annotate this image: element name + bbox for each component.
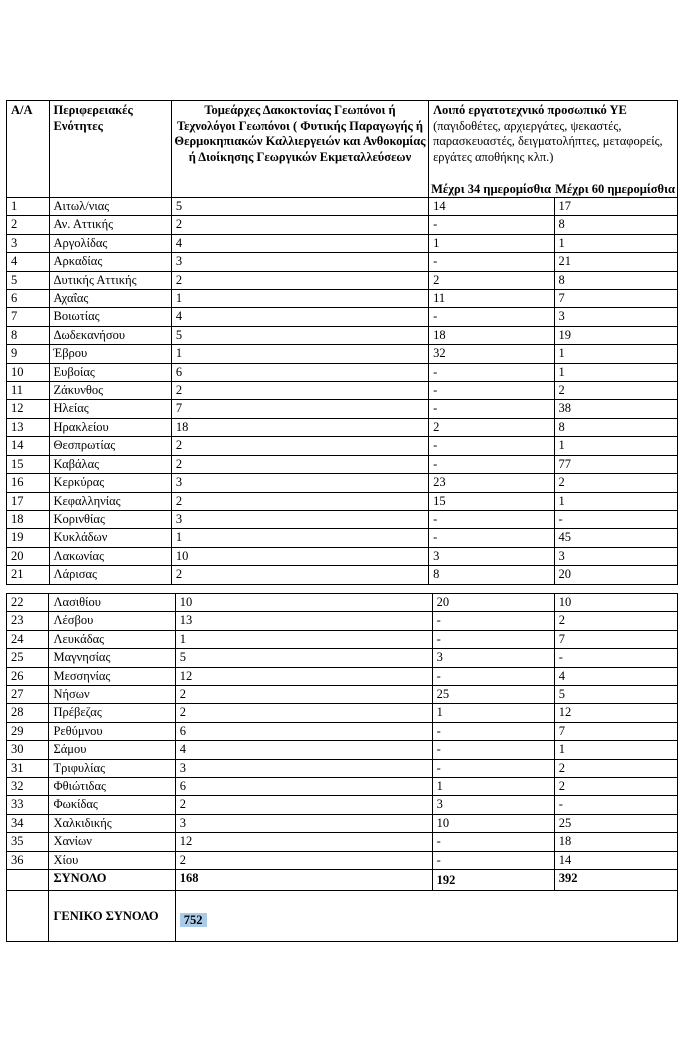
row-up-to-60: 5 [554, 686, 677, 704]
row-supervisors: 12 [175, 667, 432, 685]
row-up-to-34: - [432, 722, 554, 740]
row-regional-unit: Λέσβου [49, 612, 175, 630]
row-up-to-34: 32 [429, 345, 554, 363]
row-no: 24 [7, 630, 49, 648]
row-no: 35 [7, 833, 49, 851]
grand-total-value-cell [175, 890, 677, 941]
row-supervisors: 4 [171, 308, 428, 326]
row-up-to-60: 14 [554, 851, 677, 869]
row-up-to-60: 1 [554, 345, 677, 363]
row-up-to-34: - [432, 667, 554, 685]
row-up-to-60: 18 [554, 833, 677, 851]
row-supervisors: 6 [171, 363, 428, 381]
row-up-to-34: - [432, 833, 554, 851]
row-supervisors: 1 [171, 345, 428, 363]
row-regional-unit: Λάρισας [49, 566, 171, 584]
row-supervisors: 3 [175, 759, 432, 777]
row-up-to-60: 38 [554, 400, 677, 418]
row-up-to-34: - [429, 308, 554, 326]
row-no: 22 [7, 594, 49, 612]
header-no: Α/Α [7, 101, 50, 198]
row-no: 13 [7, 418, 50, 436]
row-supervisors: 10 [171, 547, 428, 565]
row-up-to-34: 18 [429, 326, 554, 344]
row-supervisors: 4 [175, 741, 432, 759]
row-regional-unit: Κεφαλληνίας [49, 492, 171, 510]
row-up-to-34: 20 [432, 594, 554, 612]
table-row [7, 630, 678, 648]
table-row [7, 612, 678, 630]
row-no: 23 [7, 612, 49, 630]
row-up-to-60: 8 [554, 216, 677, 234]
row-up-to-34: 11 [429, 290, 554, 308]
row-supervisors: 4 [171, 234, 428, 252]
table-row [7, 455, 678, 473]
table-row [7, 547, 678, 565]
row-regional-unit: Λευκάδας [49, 630, 175, 648]
row-up-to-34: 2 [429, 418, 554, 436]
table-row [7, 741, 678, 759]
row-up-to-60: 7 [554, 630, 677, 648]
totals-up-to-60: 392 [554, 870, 677, 890]
row-supervisors: 2 [175, 796, 432, 814]
table-row [7, 686, 678, 704]
row-up-to-34: 25 [432, 686, 554, 704]
row-regional-unit: Λακωνίας [49, 547, 171, 565]
table-row [7, 759, 678, 777]
clipped-heading [235, 92, 405, 98]
table-row [7, 474, 678, 492]
grand-total-value: 752 [180, 913, 207, 927]
row-up-to-60: 3 [554, 308, 677, 326]
row-supervisors: 2 [171, 566, 428, 584]
table-row [7, 594, 678, 612]
row-no: 25 [7, 649, 49, 667]
row-up-to-34: - [429, 363, 554, 381]
row-supervisors: 5 [171, 326, 428, 344]
row-regional-unit: Βοιωτίας [49, 308, 171, 326]
row-up-to-34: 3 [432, 649, 554, 667]
row-no: 16 [7, 474, 50, 492]
row-supervisors: 2 [175, 686, 432, 704]
row-up-to-34: 8 [429, 566, 554, 584]
table-row [7, 253, 678, 271]
table-row [7, 326, 678, 344]
row-no: 3 [7, 234, 50, 252]
row-regional-unit: Τριφυλίας [49, 759, 175, 777]
row-supervisors: 2 [171, 455, 428, 473]
row-up-to-34: - [429, 253, 554, 271]
row-regional-unit: Κερκύρας [49, 474, 171, 492]
row-up-to-34: 10 [432, 814, 554, 832]
row-regional-unit: Αργολίδας [49, 234, 171, 252]
row-no: 36 [7, 851, 49, 869]
row-regional-unit: Ηλείας [49, 400, 171, 418]
row-up-to-34: - [432, 851, 554, 869]
table-body-part-2 [7, 594, 678, 870]
row-supervisors: 2 [171, 492, 428, 510]
row-up-to-34: 2 [429, 271, 554, 289]
grand-total-row [7, 890, 678, 941]
row-no: 19 [7, 529, 50, 547]
header-other-title: Λοιπό εργατοτεχνικό προσωπικό ΥΕ [433, 103, 627, 117]
row-up-to-34: 14 [429, 198, 554, 216]
row-regional-unit: Καβάλας [49, 455, 171, 473]
row-regional-unit: Χανίων [49, 833, 175, 851]
row-up-to-34: - [429, 400, 554, 418]
row-supervisors: 5 [175, 649, 432, 667]
table-row [7, 308, 678, 326]
table-row [7, 833, 678, 851]
table-row [7, 722, 678, 740]
row-supervisors: 13 [175, 612, 432, 630]
row-up-to-34: - [432, 612, 554, 630]
header-up-to-34: Μέχρι 34 ημερομίσθια [431, 182, 551, 196]
row-regional-unit: Δωδεκανήσου [49, 326, 171, 344]
row-up-to-60: 1 [554, 492, 677, 510]
row-no: 30 [7, 741, 49, 759]
row-up-to-34: - [432, 630, 554, 648]
row-regional-unit: Λασιθίου [49, 594, 175, 612]
row-up-to-60: 7 [554, 290, 677, 308]
row-no: 8 [7, 326, 50, 344]
row-up-to-60: 20 [554, 566, 677, 584]
row-up-to-34: 1 [432, 704, 554, 722]
row-no: 7 [7, 308, 50, 326]
row-regional-unit: Φθιώτιδας [49, 778, 175, 796]
row-supervisors: 3 [171, 474, 428, 492]
row-up-to-34: - [429, 529, 554, 547]
totals-up-to-34: 192 [432, 870, 554, 890]
staff-table-part-2 [6, 593, 678, 942]
grand-total-label-cell [49, 890, 175, 941]
row-up-to-34: - [432, 741, 554, 759]
header-other-desc: (παγιδοθέτες, αρχιεργάτες, ψεκαστές, παρασκευαστές, δειγματολήπτες, μεταφορείς, εργάτες αποθήκης κλπ.) [433, 118, 663, 164]
row-regional-unit: Πρέβεζας [49, 704, 175, 722]
row-regional-unit: Έβρου [49, 345, 171, 363]
row-supervisors: 2 [175, 704, 432, 722]
row-up-to-60: 10 [554, 594, 677, 612]
table-row [7, 400, 678, 418]
row-no: 34 [7, 814, 49, 832]
row-regional-unit: Αιτωλ/νιας [49, 198, 171, 216]
table-row [7, 216, 678, 234]
row-up-to-60: 1 [554, 363, 677, 381]
row-up-to-34: 3 [429, 547, 554, 565]
totals-label: ΣΥΝΟΛΟ [49, 870, 175, 890]
row-up-to-60: - [554, 510, 677, 528]
table-row [7, 796, 678, 814]
row-supervisors: 3 [171, 510, 428, 528]
table-header-row [7, 101, 678, 198]
header-supervisors: Τομεάρχες Δακοκτονίας Γεωπόνοι ή Τεχνολόγοι Γεωπόνοι ( Φυτικής Παραγωγής ή Θερμοκηπιακών Καλλιεργειών και Ανθοκομίας ή Διοίκησης Γεωργικών Εκμεταλλεύσεων [171, 101, 428, 198]
row-up-to-60: 2 [554, 382, 677, 400]
row-regional-unit: Νήσων [49, 686, 175, 704]
table-row [7, 492, 678, 510]
row-regional-unit: Κορινθίας [49, 510, 171, 528]
row-no: 6 [7, 290, 50, 308]
row-no: 33 [7, 796, 49, 814]
row-up-to-34: - [429, 382, 554, 400]
row-supervisors: 6 [175, 722, 432, 740]
row-regional-unit: Θεσπρωτίας [49, 437, 171, 455]
table-row [7, 778, 678, 796]
row-up-to-60: 4 [554, 667, 677, 685]
row-regional-unit: Ευβοίας [49, 363, 171, 381]
row-supervisors: 5 [171, 198, 428, 216]
row-regional-unit: Αχαΐας [49, 290, 171, 308]
row-regional-unit: Αν. Αττικής [49, 216, 171, 234]
table-row [7, 566, 678, 584]
row-no: 20 [7, 547, 50, 565]
row-no: 15 [7, 455, 50, 473]
row-no: 4 [7, 253, 50, 271]
row-supervisors: 6 [175, 778, 432, 796]
grand-total-no [7, 890, 49, 941]
table-row [7, 271, 678, 289]
row-supervisors: 1 [171, 529, 428, 547]
header-subcolumns [429, 181, 677, 197]
row-regional-unit: Ρεθύμνου [49, 722, 175, 740]
row-supervisors: 12 [175, 833, 432, 851]
table-row [7, 437, 678, 455]
row-up-to-60: 3 [554, 547, 677, 565]
row-up-to-34: - [429, 216, 554, 234]
row-up-to-60: 8 [554, 271, 677, 289]
row-supervisors: 2 [171, 437, 428, 455]
row-regional-unit: Μαγνησίας [49, 649, 175, 667]
row-up-to-60: 7 [554, 722, 677, 740]
row-up-to-60: 12 [554, 704, 677, 722]
staff-table-part-1 [6, 100, 678, 585]
row-up-to-60: 19 [554, 326, 677, 344]
row-up-to-60: 2 [554, 778, 677, 796]
row-regional-unit: Φωκίδας [49, 796, 175, 814]
totals-row [7, 870, 678, 890]
row-no: 5 [7, 271, 50, 289]
row-supervisors: 3 [175, 814, 432, 832]
row-supervisors: 2 [175, 851, 432, 869]
row-no: 17 [7, 492, 50, 510]
row-up-to-34: - [429, 510, 554, 528]
row-no: 27 [7, 686, 49, 704]
row-up-to-60: 2 [554, 759, 677, 777]
table-row [7, 234, 678, 252]
row-no: 9 [7, 345, 50, 363]
table-row [7, 382, 678, 400]
row-regional-unit: Δυτικής Αττικής [49, 271, 171, 289]
row-up-to-34: 23 [429, 474, 554, 492]
row-supervisors: 7 [171, 400, 428, 418]
row-no: 1 [7, 198, 50, 216]
grand-total-label: ΓΕΝΙΚΟ ΣΥΝΟΛΟ [53, 908, 159, 923]
table-row [7, 345, 678, 363]
row-up-to-60: 25 [554, 814, 677, 832]
row-up-to-60: 1 [554, 234, 677, 252]
row-supervisors: 1 [171, 290, 428, 308]
header-regional-unit: Περιφερειακές Ενότητες [49, 101, 171, 198]
row-up-to-34: - [429, 437, 554, 455]
row-up-to-34: 15 [429, 492, 554, 510]
row-up-to-34: 1 [429, 234, 554, 252]
row-no: 31 [7, 759, 49, 777]
row-supervisors: 3 [171, 253, 428, 271]
header-other-staff [429, 101, 678, 198]
row-up-to-60: - [554, 796, 677, 814]
row-regional-unit: Σάμου [49, 741, 175, 759]
row-up-to-60: 1 [554, 437, 677, 455]
row-supervisors: 18 [171, 418, 428, 436]
table-body-part-1 [7, 198, 678, 585]
row-regional-unit: Μεσσηνίας [49, 667, 175, 685]
table-row [7, 649, 678, 667]
row-up-to-60: 2 [554, 474, 677, 492]
table-row [7, 814, 678, 832]
totals-supervisors: 168 [175, 870, 432, 890]
row-supervisors: 1 [175, 630, 432, 648]
row-supervisors: 2 [171, 271, 428, 289]
row-supervisors: 10 [175, 594, 432, 612]
row-regional-unit: Αρκαδίας [49, 253, 171, 271]
row-up-to-60: 45 [554, 529, 677, 547]
table-row [7, 418, 678, 436]
row-no: 11 [7, 382, 50, 400]
row-regional-unit: Χαλκιδικής [49, 814, 175, 832]
row-no: 14 [7, 437, 50, 455]
row-up-to-60: 17 [554, 198, 677, 216]
row-up-to-60: 77 [554, 455, 677, 473]
table-row [7, 198, 678, 216]
row-up-to-60: 21 [554, 253, 677, 271]
table-row [7, 529, 678, 547]
table-row [7, 290, 678, 308]
table-row [7, 704, 678, 722]
row-no: 18 [7, 510, 50, 528]
row-supervisors: 2 [171, 216, 428, 234]
table-row [7, 363, 678, 381]
row-no: 28 [7, 704, 49, 722]
row-up-to-34: 1 [432, 778, 554, 796]
row-no: 21 [7, 566, 50, 584]
row-up-to-34: 3 [432, 796, 554, 814]
row-regional-unit: Κυκλάδων [49, 529, 171, 547]
row-no: 2 [7, 216, 50, 234]
row-up-to-34: - [432, 759, 554, 777]
row-regional-unit: Χίου [49, 851, 175, 869]
totals-no [7, 870, 49, 890]
row-up-to-34: - [429, 455, 554, 473]
row-supervisors: 2 [171, 382, 428, 400]
row-up-to-60: 1 [554, 741, 677, 759]
row-no: 32 [7, 778, 49, 796]
row-up-to-60: 8 [554, 418, 677, 436]
row-no: 26 [7, 667, 49, 685]
row-regional-unit: Ηρακλείου [49, 418, 171, 436]
row-up-to-60: 2 [554, 612, 677, 630]
row-no: 29 [7, 722, 49, 740]
row-up-to-60: - [554, 649, 677, 667]
row-no: 12 [7, 400, 50, 418]
row-no: 10 [7, 363, 50, 381]
row-regional-unit: Ζάκυνθος [49, 382, 171, 400]
table-row [7, 667, 678, 685]
header-up-to-60: Μέχρι 60 ημερομίσθια [555, 182, 675, 196]
table-row [7, 851, 678, 869]
table-row [7, 510, 678, 528]
